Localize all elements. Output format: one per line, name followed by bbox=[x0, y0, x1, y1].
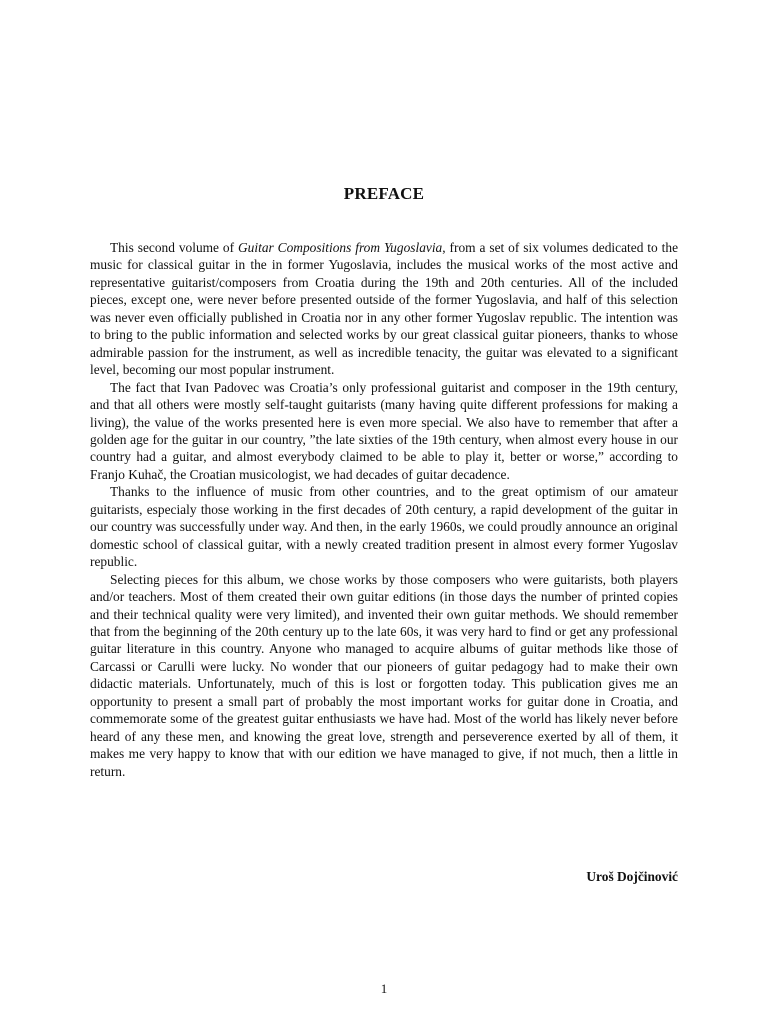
page-title: PREFACE bbox=[343, 184, 425, 203]
paragraph-4: Selecting pieces for this album, we chose works by those composers who were guitarists, both players and/or teachers. Most of them created their own guitar editions (in those days the number of printed copies and their technical quality were very limited), and invented their own guitar methods. We should remember that from the beginning of the 20th century up to the late 60s, it was very hard to find or get any professional guitar literature in this country. Anyone who managed to acquire albums of guitar methods like those of Carcassi or Carulli were lucky. No wonder that our pioneers of guitar pedagogy had to make their own didactic materials. Unfortunately, much of this is lost or forgotten today. This publication gives me an opportunity to present a small part of probably the most important works for guitar done in Croatia, and commemorate some of the greatest guitar enthusiasts we have had. Most of the world has likely never before heard of any these men, and knowing the great love, strength and perseverence exerted by all of them, it makes me very happy to know that with our edition we have managed to give, if not much, then a little in return. bbox=[90, 571, 678, 779]
paragraph-2: The fact that Ivan Padovec was Croatia’s only professional guitarist and composer in the 19th century, and that all others were mostly self-taught guitarists (many having quite different professions for making a living), the value of the works presented here is even more special. We also have to remember that after a golden age for the guitar in our country, ”the late sixties of the 19th century, when almost every house in our country had a guitar, and almost everybody claimed to be able to play it, better or worse,” according to Franjo Kuhač, the Croatian musicologist, we had decades of guitar decadence. bbox=[90, 379, 678, 482]
author-signature: Uroš Dojčinović bbox=[586, 869, 678, 884]
preface-body bbox=[90, 239, 678, 780]
paragraph-1 bbox=[90, 239, 678, 379]
paragraph-3: Thanks to the influence of music from other countries, and to the great optimism of our amateur guitarists, especialy those working in the first decades of 20th century, a rapid development of the guitar in our country was successfully under way. And then, in the early 1960s, we could proudly announce an original domestic school of classical guitar, with a newly created tradition present in almost every former Yugoslav republic. bbox=[90, 484, 678, 570]
book-title-italic: Guitar Compositions from Yugoslavia bbox=[238, 240, 443, 255]
page-number: 1 bbox=[380, 981, 388, 996]
paragraph-1-intro: This second volume of bbox=[110, 240, 239, 255]
paragraph-1-rest: , from a set of six volumes dedicated to the music for classical guitar in the in former Yugoslavia, includes the musical works of the most active and representative guitarist/composers from Croatia during the 19th and 20th centuries. All of the included pieces, except one, were never before presented outside of the former Yugoslavia, and half of this selection was never even officially published in Croatia nor in any other former Yugoslav republic. The intention was to bring to the public information and selected works by our great classical guitar pioneers, thanks to whose admirable passion for the instrument, as well as incredible tenacity, the guitar was elevated to a significant level, becoming our most popular instrument. bbox=[90, 240, 679, 378]
